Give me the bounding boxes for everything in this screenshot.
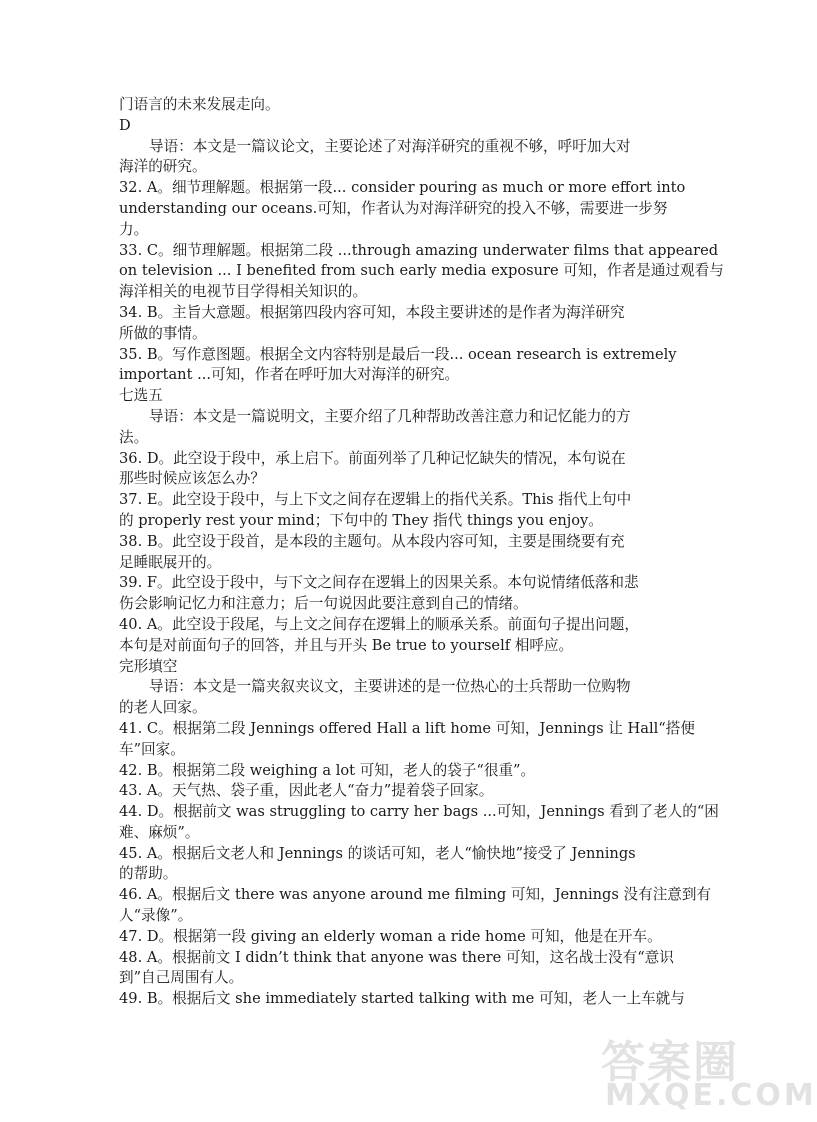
text-line: 40. A。此空设于段尾，与上文之间存在逻辑上的顺承关系。前面句子提出问题，: [119, 615, 639, 633]
text-line: 法。: [119, 428, 149, 446]
text-line: 车”回家。: [119, 740, 185, 758]
text-line: 人“录像”。: [119, 907, 193, 925]
text-line: 的 properly rest your mind；下句中的 They 指代 things you enjoy。: [119, 511, 603, 529]
text-line: 39. F。此空设于段中，与下文之间存在逻辑上的因果关系。本句说情绪低落和悲: [119, 574, 639, 592]
text-line: 七选五: [119, 387, 163, 405]
text-line: 所做的事情。: [119, 324, 207, 342]
text-line: 32. A。细节理解题。根据第一段... consider pouring as much or more effort into: [119, 179, 686, 197]
text-line: 导语：本文是一篇说明文，主要介绍了几种帮助改善注意力和记忆能力的方: [149, 407, 631, 425]
text-line: 力。: [119, 220, 149, 238]
text-line: 46. A。根据后文 there was anyone around me filming 可知，Jennings 没有注意到有: [119, 886, 712, 904]
text-line: 45. A。根据后文老人和 Jennings 的谈话可知，老人“愉快地”接受了 Jennings: [119, 844, 636, 862]
text-line: 完形填空: [119, 657, 178, 675]
text-line: 足睡眠展开的。: [119, 553, 222, 571]
text-line: 到”自己周围有人。: [119, 969, 244, 987]
text-line: understanding our oceans.可知，作者认为对海洋研究的投入不够，需要进一步努: [119, 199, 668, 217]
text-line: 37. E。此空设于段中，与上下文之间存在逻辑上的指代关系。This 指代上句中: [119, 491, 632, 509]
text-line: 伤会影响记忆力和注意力；后一句说因此要注意到自己的情绪。: [119, 595, 528, 613]
text-line: D: [119, 116, 131, 134]
text-line: 49. B。根据后文 she immediately started talking with me 可知，老人一上车就与: [119, 990, 685, 1008]
text-line: 本句是对前面句子的回答，并且与开头 Be true to yourself 相呼应。: [119, 636, 574, 654]
text-line: 44. D。根据前文 was struggling to carry her bags ...可知，Jennings 看到了老人的“困: [119, 803, 719, 821]
text-line: 的老人回家。: [119, 699, 207, 717]
text-line: 导语：本文是一篇夹叙夹议文，主要讲述的是一位热心的士兵帮助一位购物: [149, 678, 631, 696]
text-line: 42. B。根据第二段 weighing a lot 可知，老人的袋子“很重”。: [119, 761, 536, 779]
text-line: 48. A。根据前文 I didn’t think that anyone was there 可知，这名战士没有“意识: [119, 948, 674, 966]
text-line: on television ... I benefited from such early media exposure 可知，作者是通过观看与: [119, 262, 724, 280]
text-line: 41. C。根据第二段 Jennings offered Hall a lift home 可知，Jennings 让 Hall“搭便: [119, 719, 695, 737]
logo-text: 答案圈: [601, 1037, 739, 1088]
text-line: 43. A。天气热、袋子重，因此老人“奋力”提着袋子回家。: [119, 782, 494, 800]
text-line: 47. D。根据第一段 giving an elderly woman a ride home 可知，他是在开车。: [119, 927, 662, 945]
text-line: important ...可知，作者在呼吁加大对海洋的研究。: [119, 366, 460, 384]
site-logo: [595, 1026, 817, 1116]
text-line: 33. C。细节理解题。根据第二段 ...through amazing underwater films that appeared: [119, 241, 719, 259]
text-line: 35. B。写作意图题。根据全文内容特别是最后一段... ocean research is extremely: [119, 345, 677, 363]
logo-url: MXQE.COM: [605, 1078, 817, 1113]
text-line: 38. B。此空设于段首，是本段的主题句。从本段内容可知，主要是围绕要有充: [119, 532, 625, 550]
document-body: [119, 95, 724, 1010]
text-line: 那些时候应该怎么办？: [119, 470, 265, 488]
text-line: 海洋的研究。: [119, 158, 207, 176]
text-line: 的帮助。: [119, 865, 178, 883]
text-line: 36. D。此空设于段中，承上启下。前面列举了几种记忆缺失的情况，本句说在: [119, 449, 626, 467]
text-line: 门语言的未来发展走向。: [119, 96, 280, 113]
text-line: 导语：本文是一篇议论文，主要论述了对海洋研究的重视不够，呼吁加大对: [149, 137, 631, 155]
text-line: 34. B。主旨大意题。根据第四段内容可知，本段主要讲述的是作者为海洋研究: [119, 303, 625, 321]
text-line: 难、麻烦”。: [119, 823, 200, 841]
text-line: 海洋相关的电视节目学得相关知识的。: [119, 283, 368, 301]
